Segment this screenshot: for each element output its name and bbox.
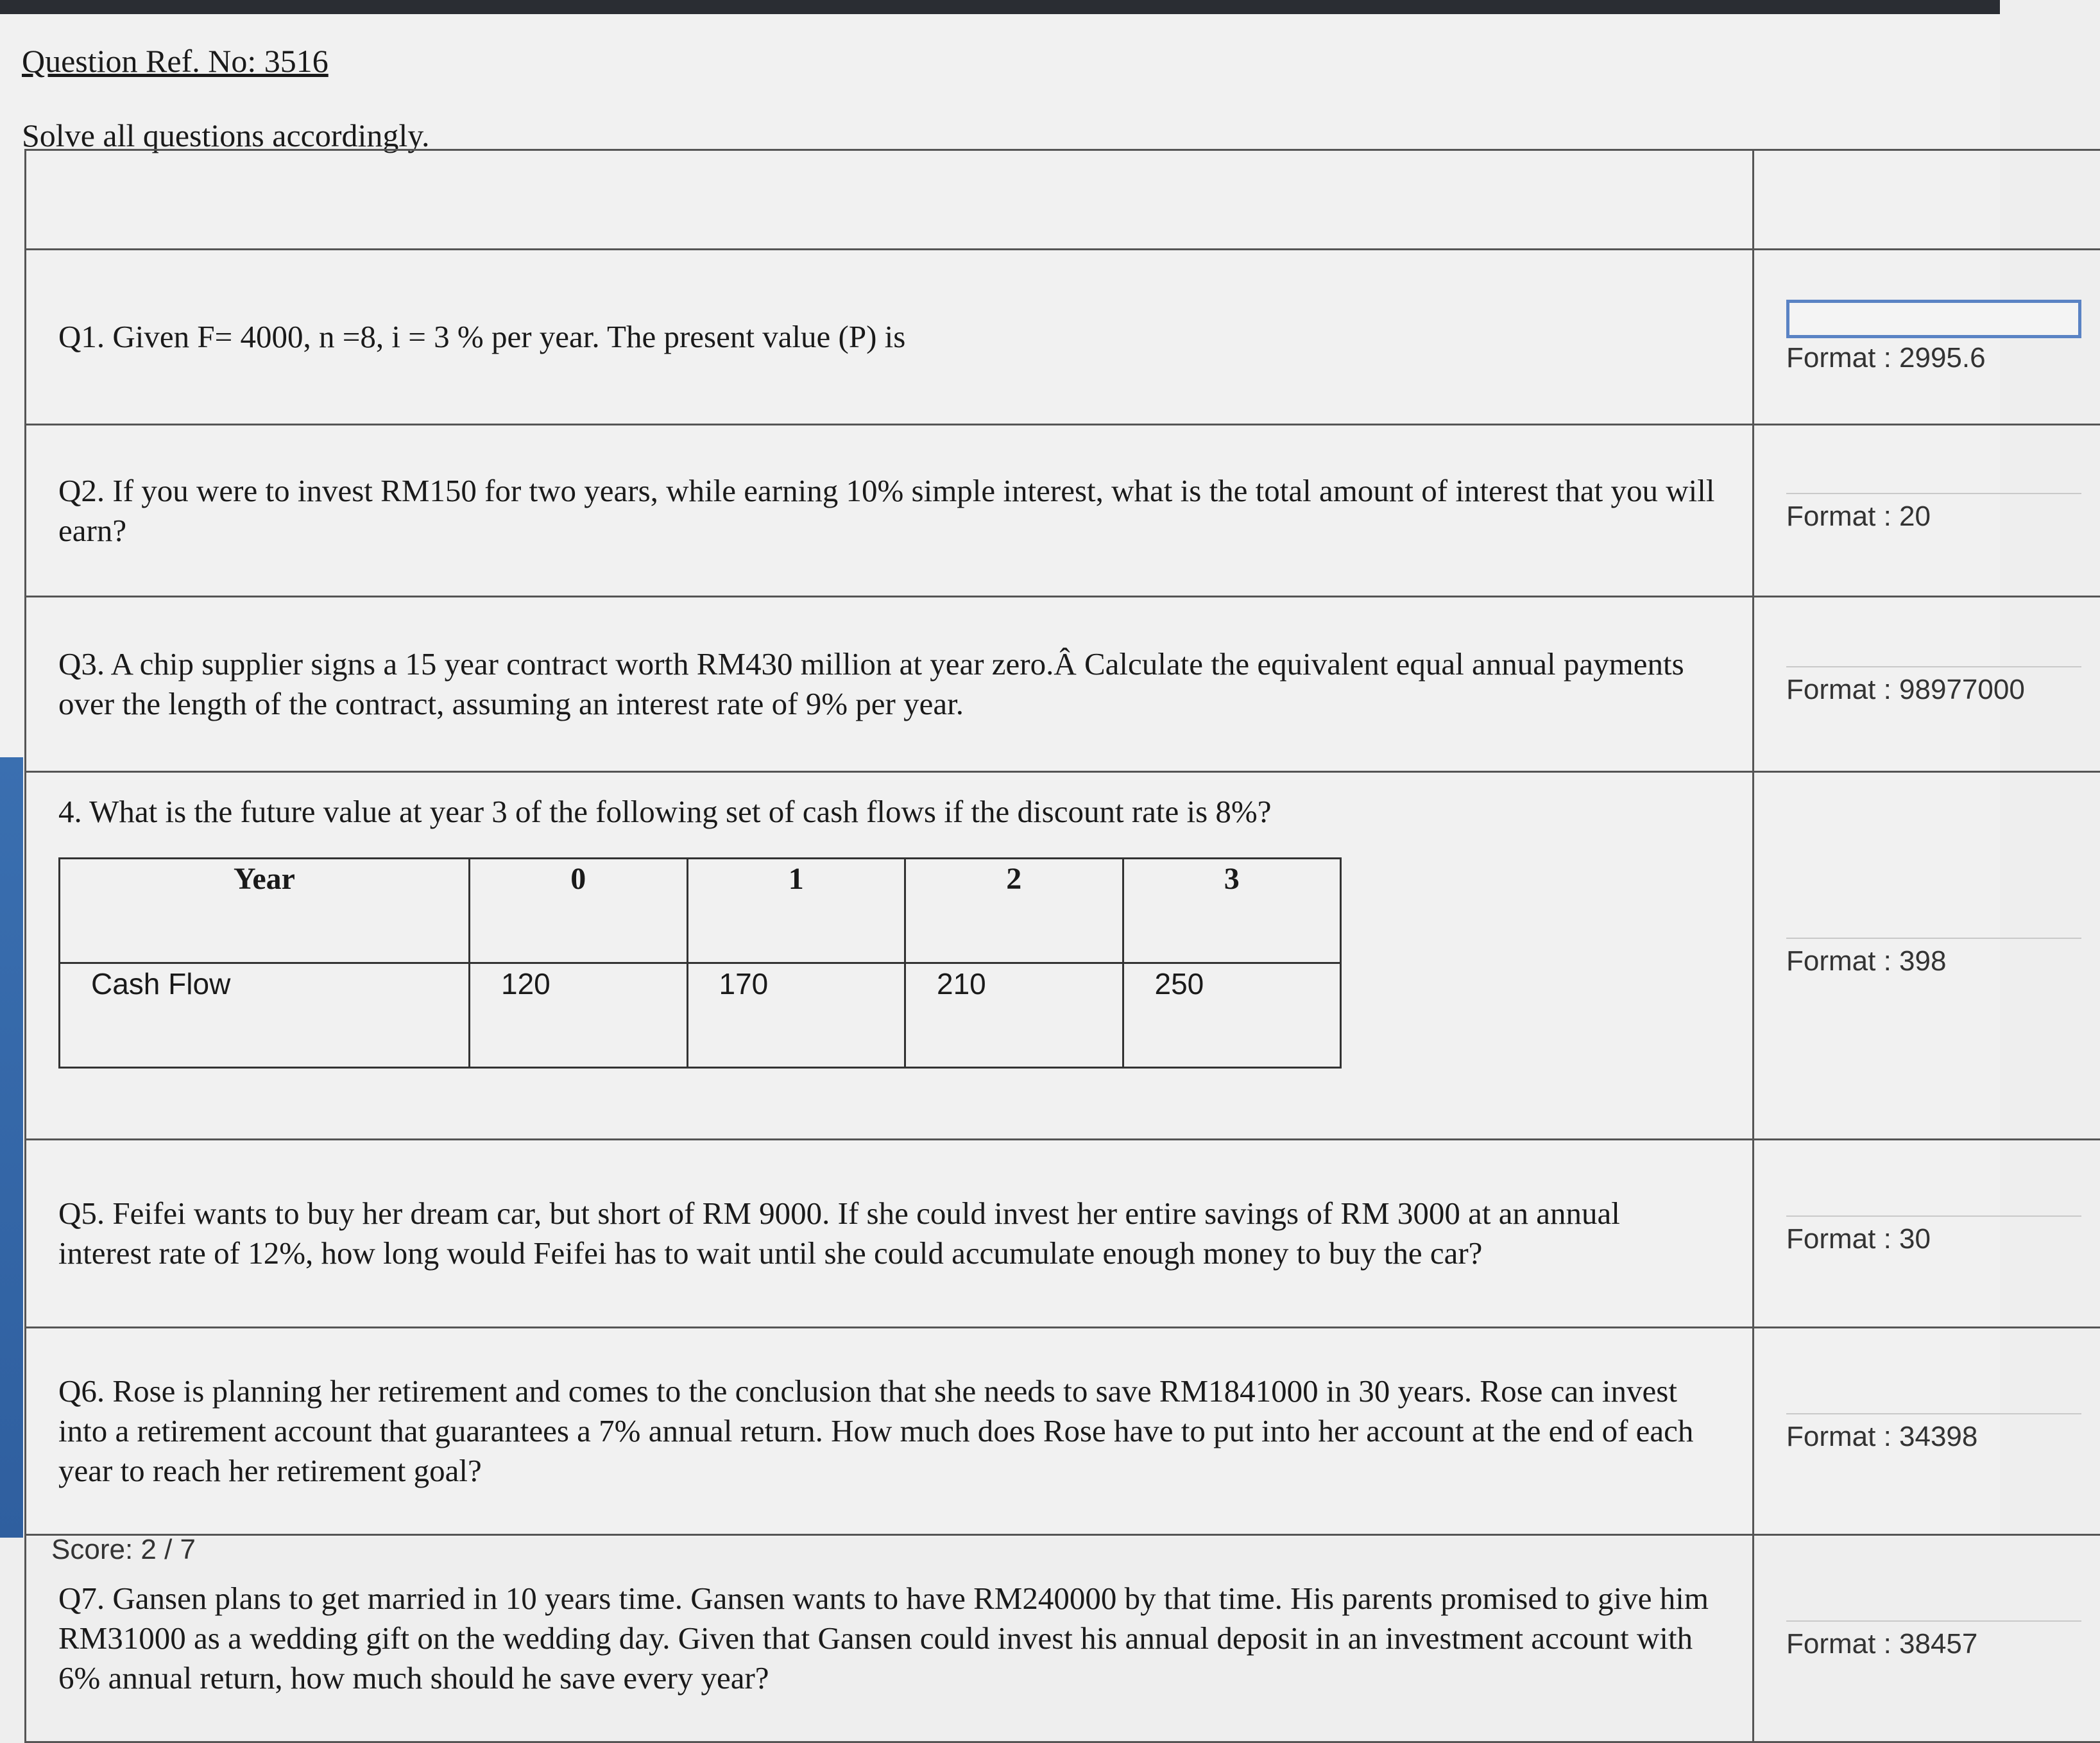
year-label: Year bbox=[60, 859, 470, 963]
format-hint-q6: Format : 34398 bbox=[1786, 1421, 1977, 1452]
question-text-q6: Q6. Rose is planning her retirement and comes to the conclusion that she needs to save RM1841000 in 30 years. Rose can invest into a retirement account that guarantees a 7% annual return. How much does Rose have to put into her account at the end of each year to reach her retirement goal? bbox=[26, 1328, 1754, 1535]
question-row-q7 bbox=[26, 1535, 2100, 1742]
quiz-page bbox=[0, 14, 2000, 1538]
browser-top-bar bbox=[0, 0, 2000, 14]
answer-cell-q3 bbox=[1754, 597, 2100, 772]
answer-cell-q4 bbox=[1754, 772, 2100, 1140]
answer-cell-q1 bbox=[1754, 250, 2100, 425]
answer-input-q5[interactable] bbox=[1786, 1215, 2081, 1217]
score-text: Score: 2 / 7 bbox=[51, 1534, 196, 1566]
format-hint-q5: Format : 30 bbox=[1786, 1223, 1931, 1255]
question-row-q4 bbox=[26, 772, 2100, 1140]
cash-flow-cell: 210 bbox=[905, 963, 1123, 1068]
question-row-q1 bbox=[26, 250, 2100, 425]
year-cell: 0 bbox=[470, 859, 688, 963]
question-table bbox=[24, 149, 2100, 1743]
question-text-q4: 4. What is the future value at year 3 of the following set of cash flows if the discount rate is 8%? bbox=[58, 792, 1720, 832]
year-cell: 2 bbox=[905, 859, 1123, 963]
header-cell-answer bbox=[1754, 150, 2100, 250]
answer-input-q1[interactable] bbox=[1786, 300, 2081, 338]
answer-input-q7[interactable] bbox=[1786, 1620, 2081, 1622]
format-hint-q7: Format : 38457 bbox=[1786, 1628, 1977, 1660]
format-hint-q4: Format : 398 bbox=[1786, 945, 1946, 977]
question-row-q5 bbox=[26, 1140, 2100, 1328]
answer-cell-q2 bbox=[1754, 425, 2100, 597]
cash-flow-cell: 120 bbox=[470, 963, 688, 1068]
answer-input-q2[interactable] bbox=[1786, 493, 2081, 494]
cash-flow-table bbox=[58, 857, 1342, 1069]
cash-flow-value-row bbox=[60, 963, 1341, 1068]
header-cell-question bbox=[26, 150, 1754, 250]
question-cell-q4 bbox=[26, 772, 1754, 1140]
format-hint-q1: Format : 2995.6 bbox=[1786, 342, 1986, 374]
cash-flow-year-row bbox=[60, 859, 1341, 963]
question-row-q6 bbox=[26, 1328, 2100, 1535]
question-row-q3 bbox=[26, 597, 2100, 772]
answer-cell-q6 bbox=[1754, 1328, 2100, 1535]
answer-cell-q5 bbox=[1754, 1140, 2100, 1328]
instruction-text: Solve all questions accordingly. bbox=[22, 117, 430, 154]
year-cell: 3 bbox=[1123, 859, 1341, 963]
answer-input-q3[interactable] bbox=[1786, 666, 2081, 667]
answer-input-q4[interactable] bbox=[1786, 938, 2081, 939]
question-text-q7: Q7. Gansen plans to get married in 10 years time. Gansen wants to have RM240000 by that time. His parents promised to give him RM31000 as a wedding gift on the wedding day. Given that Gansen could invest his annual deposit in an investment account with 6% annual return, how much should he save every year? bbox=[26, 1535, 1754, 1742]
question-text-q3: Q3. A chip supplier signs a 15 year contract worth RM430 million at year zero.Â Calculate the equivalent equal annual payments over the length of the contract, assuming an interest rate of 9% per year. bbox=[26, 597, 1754, 772]
table-header-row bbox=[26, 150, 2100, 250]
year-cell: 1 bbox=[687, 859, 905, 963]
window-edge bbox=[0, 757, 23, 1538]
answer-input-q6[interactable] bbox=[1786, 1413, 2081, 1414]
cash-flow-cell: 170 bbox=[687, 963, 905, 1068]
cash-flow-label: Cash Flow bbox=[60, 963, 470, 1068]
format-hint-q2: Format : 20 bbox=[1786, 501, 1931, 532]
answer-cell-q7 bbox=[1754, 1535, 2100, 1742]
question-text-q5: Q5. Feifei wants to buy her dream car, but short of RM 9000. If she could invest her entire savings of RM 3000 at an annual interest rate of 12%, how long would Feifei has to wait until she could accumulate enough money to buy the car? bbox=[26, 1140, 1754, 1328]
question-row-q2 bbox=[26, 425, 2100, 597]
format-hint-q3: Format : 98977000 bbox=[1786, 674, 2025, 705]
question-ref: Question Ref. No: 3516 bbox=[22, 42, 329, 80]
question-text-q2: Q2. If you were to invest RM150 for two years, while earning 10% simple interest, what is the total amount of interest that you will earn? bbox=[26, 425, 1754, 597]
cash-flow-cell: 250 bbox=[1123, 963, 1341, 1068]
question-text-q1: Q1. Given F= 4000, n =8, i = 3 % per year. The present value (P) is bbox=[26, 250, 1754, 425]
